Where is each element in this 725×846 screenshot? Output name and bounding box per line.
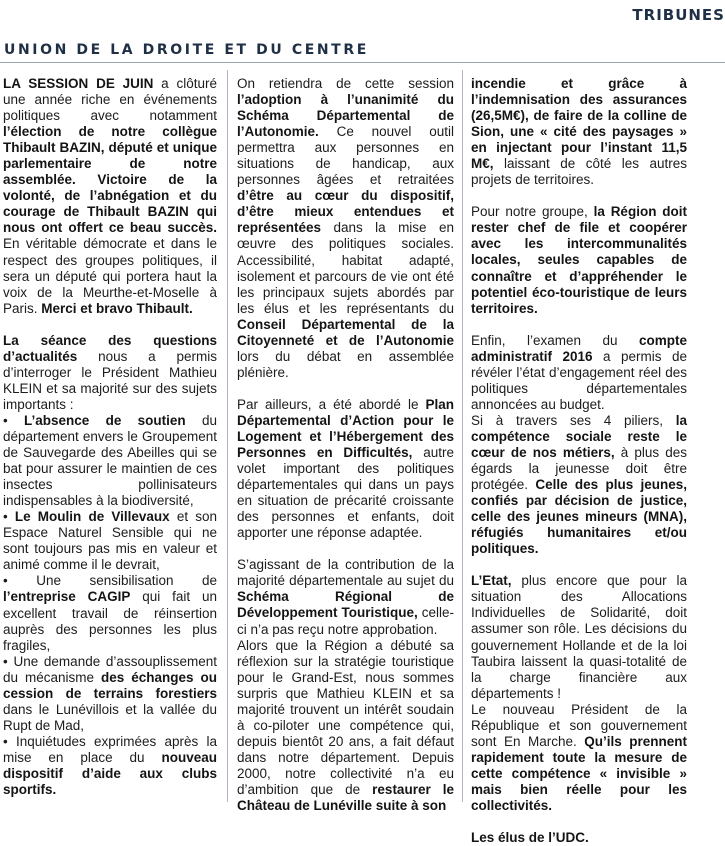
page-header <box>0 0 725 34</box>
paragraph <box>471 413 687 557</box>
text-run: • Inquiétudes exprimées après la mise en place du <box>3 733 217 765</box>
bold-run: LA SESSION DE JUIN <box>3 76 154 91</box>
text-run: laissant de côté les autres projets de territoires. <box>471 156 687 188</box>
text-run: On retiendra de cette session <box>237 76 454 91</box>
paragraph <box>471 573 687 701</box>
bold-run: L’absence de soutien <box>24 412 186 428</box>
text-run: En véritable démocrate et dans le respect des groupes politiques, il sera un député qui portera haut la voix de la Meurthe-et-Moselle à Paris. <box>3 236 217 316</box>
heading-rule <box>0 62 725 63</box>
text-run: Par ailleurs, a été abordé le <box>237 396 426 412</box>
list-item <box>3 509 217 573</box>
bold-run: Plan Départemental d’Action pour le Logement et l’Hébergement des Personnes en Difficultés, <box>237 396 454 461</box>
bold-run: compte administratif 2016 <box>471 332 687 364</box>
text-run: Le nouveau Président de la République et son gouvernement sont En Marche. <box>471 701 687 749</box>
group-heading: UNION DE LA DROITE ET DU CENTRE <box>4 42 369 58</box>
bold-run: Les élus de l’UDC. <box>471 830 589 846</box>
text-run: • <box>3 412 25 428</box>
text-run: S’agissant de la contribution de la majorité départementale au sujet du <box>237 557 454 589</box>
bold-run: Le Moulin de Villevaux <box>14 509 170 525</box>
bold-run: l’entreprise CAGIP <box>3 589 131 605</box>
bold-run: la compétence sociale reste le cœur de nos métiers, <box>471 412 687 460</box>
text-run: lors du débat en assemblée plénière. <box>237 348 454 380</box>
text-run: • Une sensibilisation de <box>3 573 217 589</box>
text-run: Si à travers ses 4 piliers, <box>471 412 676 428</box>
bold-run: Merci et bravo Thibault. <box>41 300 193 316</box>
text-run: à plus des égards la jeunesse doit être protégée. <box>471 444 687 493</box>
text-run: Ce nouvel outil permettra aux personnes en situations de handicap, aux personnes âgées et retraitées <box>237 124 454 188</box>
text-run: et son Espace Naturel Sensible qui ne sont toujours pas mis en valeur et animé comme il le devrait, <box>3 509 217 573</box>
text-run: Alors que la Région a débuté sa réflexion sur la stratégie touristique pour le Grand-Est, nous sommes surpris que Mathieu KLEIN et sa majorité trouvent un intérêt soudain à co-piloter une compétence qui, depuis bientôt 20 ans, a fait défaut dans notre département. Depuis 2000, notre collectivité n’a eu d’ambition que de <box>237 637 454 797</box>
signature-line <box>471 830 687 846</box>
text-run: a clôturé une année riche en événements politiques avec notamment <box>3 76 217 124</box>
paragraph <box>471 333 687 413</box>
paragraph <box>237 397 454 541</box>
paragraph <box>237 638 454 815</box>
text-column-1 <box>3 76 217 798</box>
bold-run: L’Etat, <box>471 573 512 589</box>
bold-run: d’être au cœur du dispositif, d’être mieux entendues et représentées <box>237 188 454 236</box>
text-run: du département envers le Groupement de Sauvegarde des Abeilles qui se bat pour assurer le maintien de ces insectes pollinisateurs indispensables à la biodiversité, <box>3 412 217 509</box>
text-run: dans la mise en œuvre des politiques sociales. Accessibilité, habitat adapté, isolement et parcours de vie ont été les principaux sujets abordés par les élus et les représentants du <box>237 220 454 316</box>
section-title: TRIBUNES <box>632 6 725 24</box>
bold-run: la Région doit rester chef de file et coopérer avec les intercommunalités locales, seules capables de connaître et d’appréhender le potentiel éco-touristique de leurs territoires. <box>471 204 688 316</box>
paragraph <box>471 702 687 814</box>
paragraph <box>237 557 454 637</box>
list-item <box>3 734 217 798</box>
column-divider <box>227 70 228 802</box>
bold-run: nouveau dispositif d’aide aux clubs sportifs. <box>3 749 217 798</box>
bold-run: Schéma Régional de Développement Touristique, <box>237 589 454 621</box>
bold-run: l’élection de notre collègue Thibault BAZIN, député et unique parlementaire de notre assemblée. Victoire de la volonté, de l’abnégation et du courage de Thibault BAZIN qui nous ont offert ce beau succès. <box>3 124 217 236</box>
bold-run: Qu’ils prennent rapidement toute la mesure de cette compétence « invisible » mais bien réelle pour les collectivités. <box>471 733 687 813</box>
paragraph <box>3 333 217 413</box>
bold-run: incendie et grâce à l’indemnisation des assurances (26,5M€), de faire de la colline de Sion, une « cité des paysages » en injectant pour l’instant 11,5 M€, <box>471 76 687 172</box>
text-run: Pour notre groupe, <box>471 204 594 220</box>
text-run: nous a permis d’interroger le Président Mathieu KLEIN et sa majorité sur des sujets importants : <box>3 348 217 412</box>
text-run: celle-ci n’a pas reçu notre approbation. <box>237 605 454 637</box>
text-run: qui fait un excellent travail de réinsertion auprès des personnes les plus fragiles, <box>3 589 217 653</box>
paragraph <box>237 76 454 381</box>
text-run: • <box>3 509 15 525</box>
text-run: autre volet important des politiques départementales qui dans un pays en situation de précarité croissante des personnes et enfants, doit apporter une réponse adaptée. <box>237 445 455 541</box>
list-item <box>3 573 217 653</box>
text-run: • Une demande d’assouplissement du mécanisme <box>3 653 217 685</box>
bold-run: des échanges ou cession de terrains forestiers <box>3 669 217 701</box>
paragraph <box>471 76 687 188</box>
bold-run: La séance des questions d’actualités <box>3 332 217 364</box>
text-run: dans le Lunévillois et la vallée du Rupt de Mad, <box>3 701 217 733</box>
text-run: Enfin, l’examen du <box>471 332 639 348</box>
bold-run: Celle des plus jeunes, confiés par décision de justice, celle des jeunes mineurs (MNA), réfugiés humanitaires et/ou politiques. <box>471 477 688 557</box>
paragraph <box>471 204 687 316</box>
text-run: plus encore que pour la situation des Allocations Individuelles de Solidarité, doit assumer son rôle. Les décisions du gouvernement Hollande et de la loi Taubira laissent la quasi-totalité de la charge financière aux départements ! <box>471 573 687 701</box>
text-column-3 <box>471 76 687 846</box>
paragraph <box>3 76 217 317</box>
bold-run: l’adoption à l’unanimité du Schéma Départemental de l’Autonomie. <box>237 92 454 140</box>
text-column-2 <box>237 76 454 814</box>
bold-run: Conseil Départemental de la Citoyenneté et de l’Autonomie <box>237 316 454 348</box>
list-item <box>3 654 217 734</box>
column-divider <box>462 70 463 802</box>
bold-run: restaurer le Château de Lunéville suite à son <box>237 781 454 814</box>
text-run: a permis de révéler l’état d’engagement réel des politiques départementales annoncées au budget. <box>471 348 687 412</box>
list-item <box>3 413 217 509</box>
